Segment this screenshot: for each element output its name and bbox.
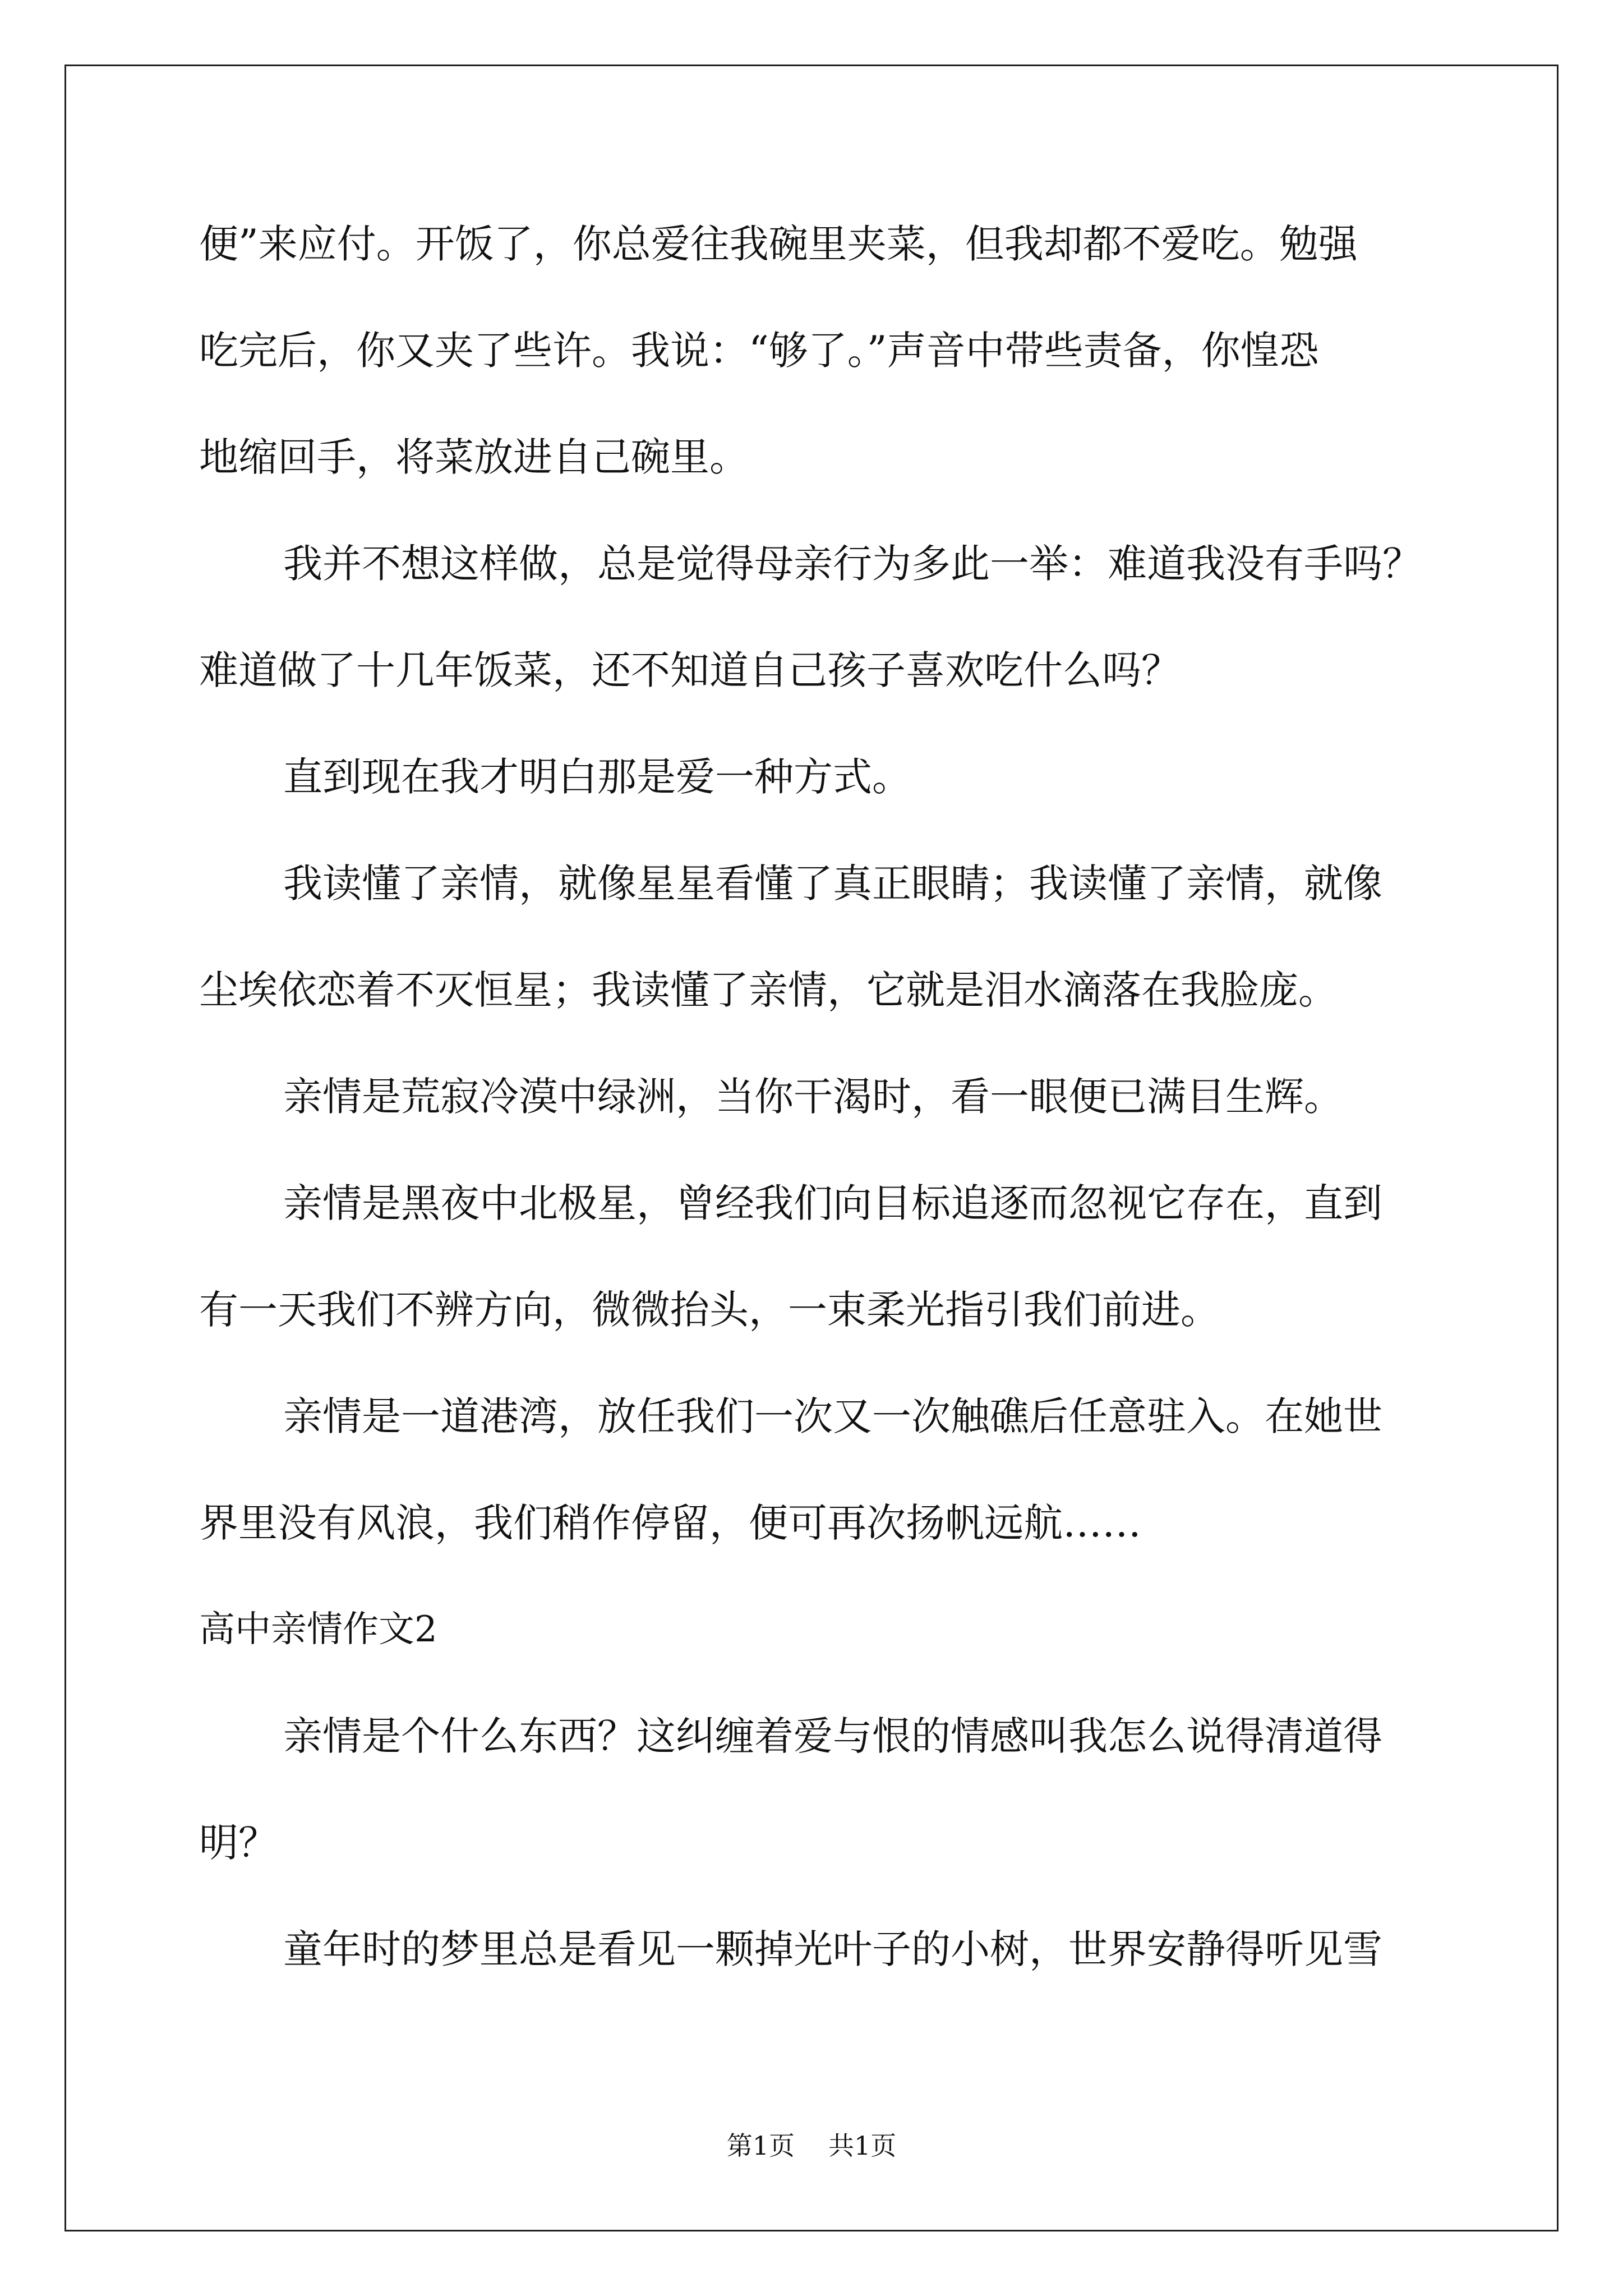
paragraph-line: 我读懂了亲情，就像星星看懂了真正眼睛；我读懂了亲情，就像 xyxy=(283,861,1382,907)
paragraph-line: 明？ xyxy=(199,1820,278,1866)
paragraph-line: 界里没有风浪，我们稍作停留，便可再次扬帆远航…… xyxy=(199,1500,1141,1546)
page-border xyxy=(64,65,1559,2231)
page-footer xyxy=(0,2129,1623,2162)
paragraph-line: 童年时的梦里总是看见一颗掉光叶子的小树，世界安静得听见雪 xyxy=(283,1926,1382,1972)
paragraph-line: 吃完后，你又夹了些许。我说：“够了。”声音中带些责备，你惶恐 xyxy=(199,328,1319,374)
section-heading: 高中亲情作文2 xyxy=(199,1609,437,1650)
paragraph-line: 尘埃依恋着不灭恒星；我读懂了亲情，它就是泪水滴落在我脸庞。 xyxy=(199,967,1338,1013)
paragraph-line: 我并不想这样做，总是觉得母亲行为多此一举：难道我没有手吗？ xyxy=(283,541,1422,587)
paragraph-line: 亲情是个什么东西？这纠缠着爱与恨的情感叫我怎么说得清道得 xyxy=(283,1713,1382,1759)
paragraph-line: 有一天我们不辨方向，微微抬头，一束柔光指引我们前进。 xyxy=(199,1287,1220,1333)
paragraph-line: 亲情是黑夜中北极星，曾经我们向目标追逐而忽视它存在，直到 xyxy=(283,1180,1382,1226)
paragraph-line: 亲情是荒寂冷漠中绿洲，当你干渴时，看一眼便已满目生辉。 xyxy=(283,1074,1343,1120)
page-total: 共1页 xyxy=(828,2131,897,2161)
paragraph-line: 亲情是一道港湾，放任我们一次又一次触礁后任意驻入。在她世 xyxy=(283,1393,1382,1439)
paragraph-line: 难道做了十几年饭菜，还不知道自己孩子喜欢吃什么吗？ xyxy=(199,647,1181,693)
paragraph-line: 地缩回手，将菜放进自己碗里。 xyxy=(199,434,749,480)
paragraph-line: 便”来应付。开饭了，你总爱往我碗里夹菜，但我却都不爱吃。勉强 xyxy=(199,221,1358,267)
page-number: 第1页 xyxy=(726,2131,795,2161)
paragraph-line: 直到现在我才明白那是爱一种方式。 xyxy=(283,754,911,800)
